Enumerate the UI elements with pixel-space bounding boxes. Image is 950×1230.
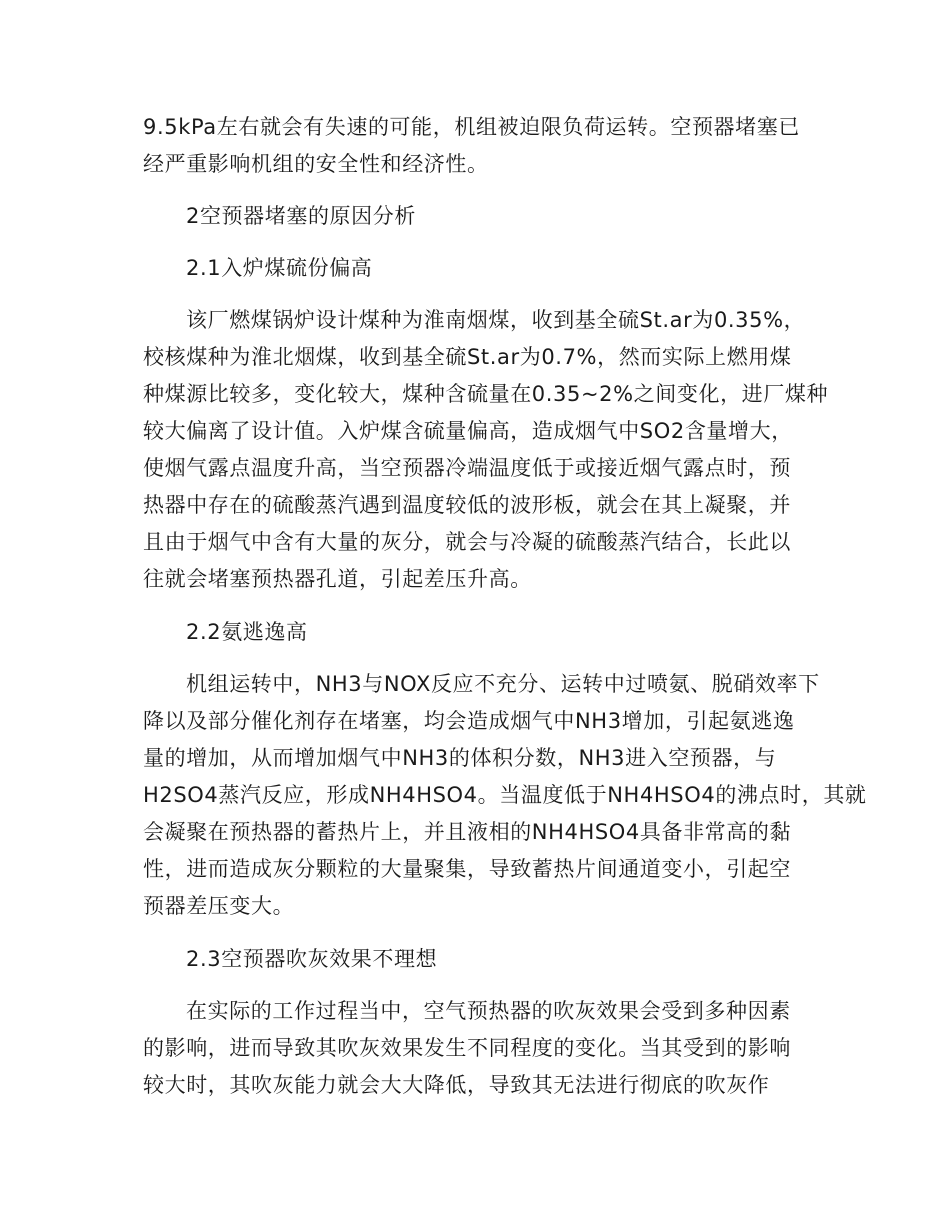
paragraph-line: H2SO4蒸汽反应，形成NH4HSO4。当温度低于NH4HSO4的沸点时，其就 — [143, 783, 867, 807]
subsection-heading: 2.3空预器吹灰效果不理想 — [186, 947, 438, 971]
paragraph-line: 较大时，其吹灰能力就会大大降低，导致其无法进行彻底的吹灰作 — [143, 1073, 770, 1097]
paragraph-line: 该厂燃煤锅炉设计煤种为淮南烟煤，收到基全硫St.ar为0.35%， — [186, 308, 806, 332]
paragraph-line: 热器中存在的硫酸蒸汽遇到温度较低的波形板，就会在其上凝聚，并 — [143, 493, 791, 517]
paragraph-line: 在实际的工作过程当中，空气预热器的吹灰效果会受到多种因素 — [186, 999, 791, 1023]
paragraph-line: 校核煤种为淮北烟煤，收到基全硫St.ar为0.7%，然而实际上燃用煤 — [143, 345, 792, 369]
paragraph-line: 降以及部分催化剂存在堵塞，均会造成烟气中NH3增加，引起氨逃逸 — [143, 709, 795, 733]
paragraph-line: 使烟气露点温度升高，当空预器冷端温度低于或接近烟气露点时，预 — [143, 456, 791, 480]
paragraph-line: 性，进而造成灰分颗粒的大量聚集，导致蓄热片间通道变小，引起空 — [143, 857, 791, 881]
subsection-heading: 2.1入炉煤硫份偏高 — [186, 256, 373, 280]
paragraph-line: 种煤源比较多，变化较大，煤种含硫量在0.35~2%之间变化，进厂煤种 — [143, 382, 829, 406]
paragraph-line: 9.5kPa左右就会有失速的可能，机组被迫限负荷运转。空预器堵塞已 — [143, 115, 800, 139]
paragraph-line: 量的增加，从而增加烟气中NH3的体积分数，NH3进入空预器，与 — [143, 746, 777, 770]
paragraph-line: 且由于烟气中含有大量的灰分，就会与冷凝的硫酸蒸汽结合，长此以 — [143, 530, 791, 554]
subsection-heading: 2.2氨逃逸高 — [186, 620, 308, 644]
paragraph-line: 会凝聚在预热器的蓄热片上，并且液相的NH4HSO4具备非常高的黏 — [143, 820, 792, 844]
paragraph-line: 较大偏离了设计值。入炉煤含硫量偏高，造成烟气中SO2含量增大， — [143, 419, 793, 443]
paragraph-line: 往就会堵塞预热器孔道，引起差压升高。 — [143, 567, 532, 591]
paragraph-line: 经严重影响机组的安全性和经济性。 — [143, 152, 489, 176]
paragraph-line: 机组运转中，NH3与NOX反应不充分、运转中过喷氨、脱硝效率下 — [186, 672, 820, 696]
section-heading: 2空预器堵塞的原因分析 — [186, 204, 416, 228]
paragraph-line: 的影响，进而导致其吹灰效果发生不同程度的变化。当其受到的影响 — [143, 1036, 791, 1060]
paragraph-line: 预器差压变大。 — [143, 894, 295, 918]
